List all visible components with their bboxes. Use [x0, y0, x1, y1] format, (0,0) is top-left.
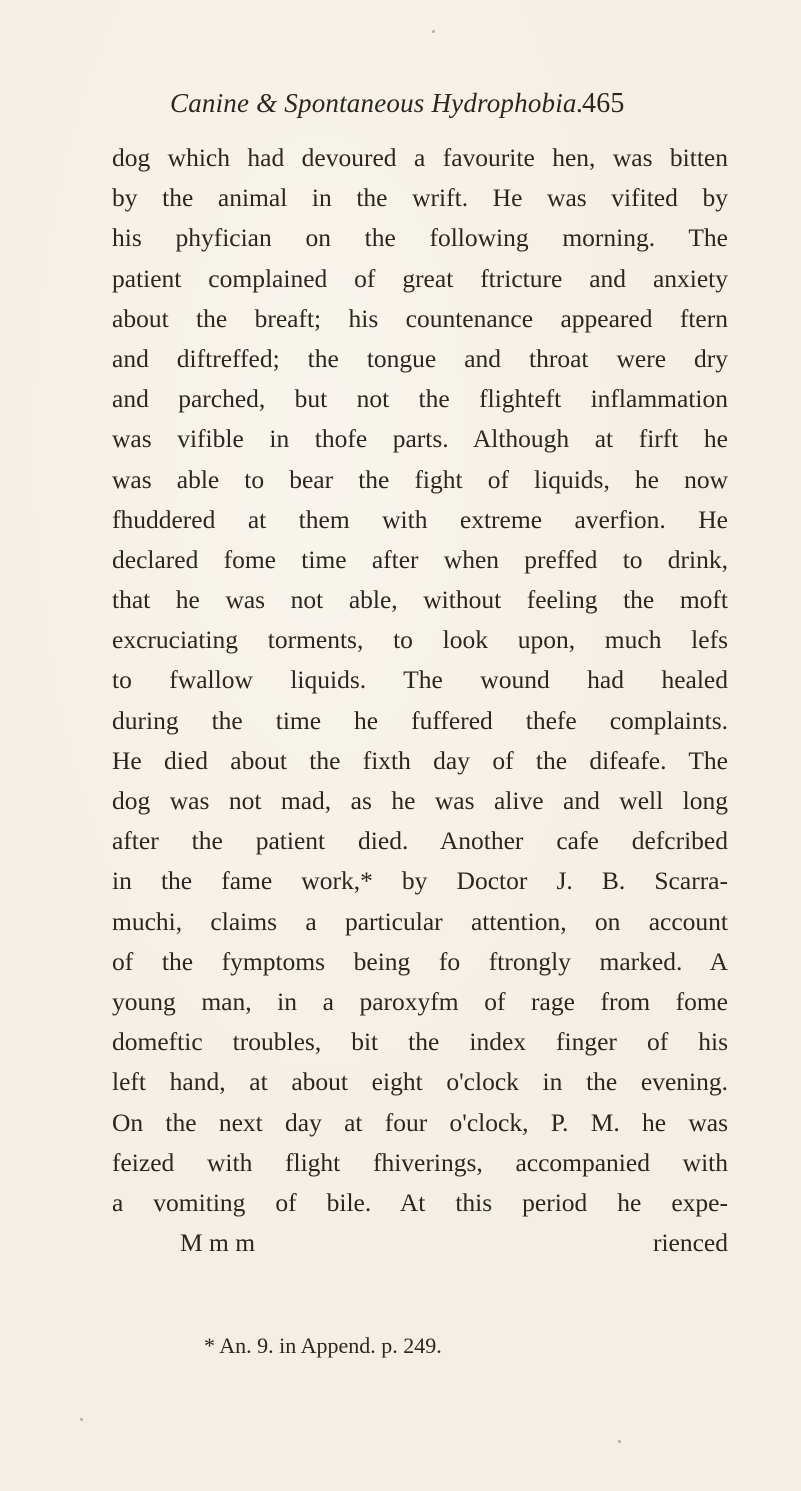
signature-mark: M m m [180, 1228, 256, 1258]
text-line: about the breaft; his countenance appeared ftern [112, 303, 728, 333]
paper-speck [80, 1418, 83, 1421]
text-line: during the time he fuffered thefe complaints. [112, 705, 728, 735]
text-line: declared fome time after when preffed to drink, [112, 544, 728, 574]
text-line: fhuddered at them with extreme averfion. He [112, 504, 728, 534]
text-line: in the fame work,* by Doctor J. B. Scarra- [112, 866, 728, 896]
body-text [112, 138, 728, 1263]
text-line: of the fymptoms being fo ftrongly marked. A [112, 946, 728, 976]
text-line: patient complained of great ftricture and anxiety [112, 263, 728, 293]
text-line: He died about the fixth day of the difeafe. The [112, 745, 728, 775]
text-line: muchi, claims a particular attention, on account [112, 906, 728, 936]
paper-speck [432, 30, 435, 33]
text-line: by the animal in the wrift. He was vifited by [112, 183, 728, 213]
paper-speck [618, 1440, 621, 1443]
text-line: On the next day at four o'clock, P. M. he was [112, 1107, 728, 1137]
text-line: to fwallow liquids. The wound had healed [112, 665, 728, 695]
text-line: and parched, but not the flighteft inflammation [112, 384, 728, 414]
text-line: left hand, at about eight o'clock in the evening. [112, 1067, 728, 1097]
text-line: that he was not able, without feeling the moft [112, 585, 728, 615]
text-line: was vifible in thofe parts. Although at firft he [112, 424, 728, 454]
running-header [170, 88, 670, 128]
text-line: a vomiting of bile. At this period he expe- [112, 1187, 728, 1217]
text-line: dog was not mad, as he was alive and well long [112, 786, 728, 815]
text-line: excruciating torments, to look upon, much lefs [112, 625, 728, 655]
footnote: * An. 9. in Append. p. 249. [204, 1333, 442, 1358]
signature-line [112, 1223, 728, 1263]
page-number: 465 [582, 88, 625, 119]
text-line: was able to bear the fight of liquids, he now [112, 464, 728, 494]
text-line: dog which had devoured a favourite hen, was bitten [112, 143, 728, 172]
text-line: his phyfician on the following morning. The [112, 223, 728, 253]
catchword: rienced [652, 1228, 728, 1258]
running-title: Canine & Spontaneous Hydrophobia. [170, 88, 584, 118]
text-line: feized with flight fhiverings, accompanied with [112, 1147, 728, 1177]
text-line: young man, in a paroxyfm of rage from fome [112, 986, 728, 1016]
text-line: and diftreffed; the tongue and throat were dry [112, 343, 728, 373]
text-line: after the patient died. Another cafe defcribed [112, 826, 728, 856]
text-line: domeftic troubles, bit the index finger of his [112, 1027, 728, 1057]
